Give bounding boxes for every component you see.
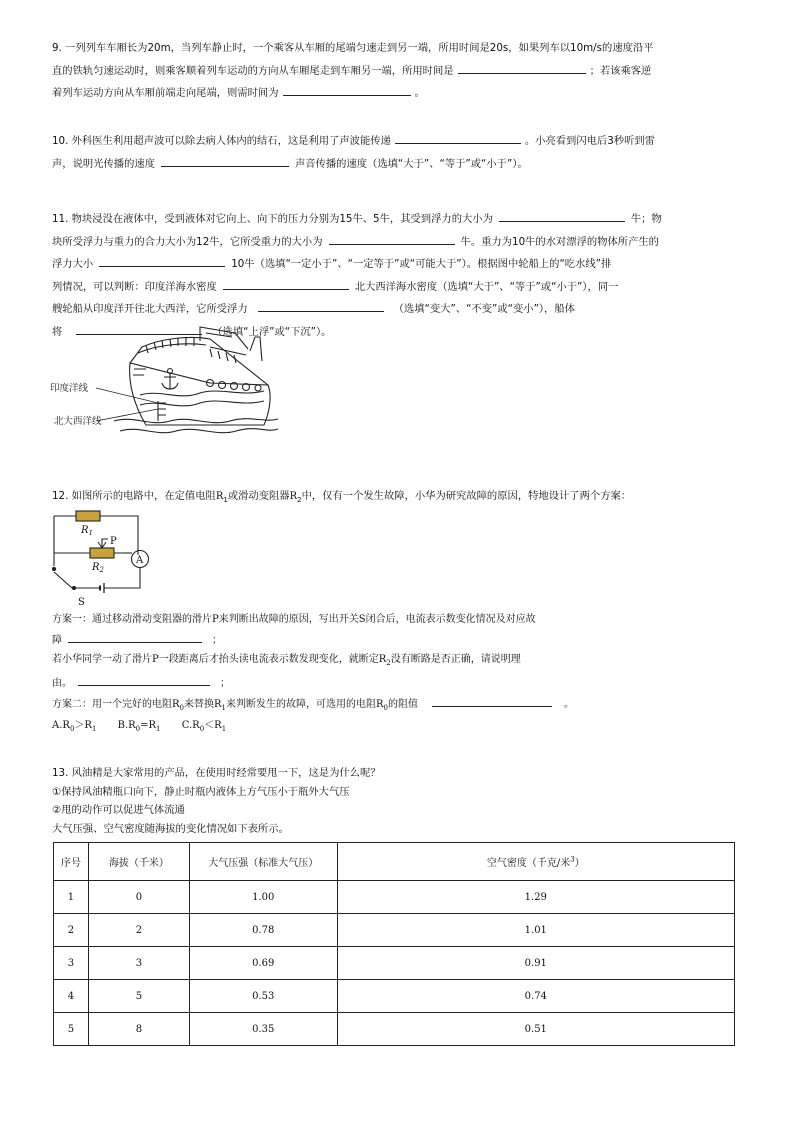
q10-blank-1[interactable]	[395, 130, 521, 144]
q11-line-5	[52, 298, 752, 321]
table-row	[54, 980, 735, 1013]
plan2-blank[interactable]	[432, 693, 552, 707]
option-b-text: B.R	[117, 720, 136, 732]
table-cell: 2	[54, 914, 89, 947]
judge-sub: 2	[386, 658, 391, 667]
question-10	[52, 130, 752, 175]
plan2-text: 方案二：用一个完好的电阻R	[52, 699, 180, 711]
q12-text: 或滑动变阻器	[227, 490, 290, 502]
table-cell: 0.53	[189, 980, 337, 1013]
label-switch: S	[78, 597, 85, 608]
option-c-sub: 1	[221, 725, 227, 734]
q11-text: 块所受浮力与重力的合力大小为12牛，它所受重力的大小为	[52, 235, 323, 248]
q10-text: 。小亮看到闪电后3秒听到雷	[524, 135, 655, 147]
option-c-text: C.R	[181, 720, 200, 732]
q10-line-1	[52, 130, 752, 153]
judge-line-1	[52, 651, 752, 672]
q11-text: 艘轮船从印度洋开往北大西洋，它所受浮力	[52, 303, 248, 315]
q11-line-4	[52, 276, 752, 299]
table-cell: 0.91	[337, 947, 734, 980]
table-cell: 5	[88, 980, 189, 1013]
option-c-text: ＜R	[204, 720, 222, 732]
label-r1-letter: R	[81, 525, 89, 536]
table-cell: 0.78	[189, 914, 337, 947]
plan2-text: 来判断发生的故障，可选用的电阻R	[226, 699, 384, 711]
plan2-text: 来替换R	[184, 699, 222, 711]
question-9	[52, 37, 752, 105]
table-cell: 0.35	[189, 1013, 337, 1046]
option-b[interactable]	[117, 720, 161, 734]
circuit-diagram	[52, 506, 162, 608]
table-cell: 4	[54, 980, 89, 1013]
question-13	[52, 764, 752, 838]
q11-text: （选填“变大”、“不变”或“变小”），船体	[393, 303, 575, 315]
india-leader-line	[96, 388, 158, 403]
q9-line-3	[52, 82, 752, 105]
q10-blank-2[interactable]	[161, 153, 289, 167]
table-row	[54, 881, 735, 914]
q11-blank-5[interactable]	[258, 298, 384, 312]
table-cell: 1.00	[189, 881, 337, 914]
plan1-line-2	[52, 629, 752, 650]
q11-text: 11. 物块浸没在液体中，受到液体对它向上、向下的压力分别为15牛、5牛，其受到浮力的大小为	[52, 213, 493, 225]
r2-symbol: R	[289, 491, 298, 502]
q11-line-2	[52, 231, 752, 254]
plan1-blank[interactable]	[68, 629, 202, 643]
option-b-text: =R	[140, 720, 157, 732]
table-cell: 1.01	[337, 914, 734, 947]
table-row	[54, 1013, 735, 1046]
q10-line-2	[52, 153, 752, 176]
q9-line-1: 9. 一列列车车厢长为20m，当列车静止时，一个乘客从车厢的尾端匀速走到另一端，所用时间是20s，如果列车以10m/s的速度沿平	[52, 42, 654, 54]
option-b-sub: 0	[135, 725, 141, 734]
q9-text: 直的铁轨匀速运动时，则乘客顺着列车运动的方向从车厢尾走到车厢另一端，所用时间是	[52, 64, 454, 77]
q9-text: 着列车运动方向从车厢前端走向尾端，则需时间为	[52, 87, 279, 99]
table-header: 海拔（千米）	[88, 843, 189, 881]
altitude-table	[53, 842, 735, 1046]
table-cell: 8	[88, 1013, 189, 1046]
table-cell: 1.29	[337, 881, 734, 914]
plan2-sub: 0	[383, 704, 388, 713]
r2-subscript: 2	[297, 496, 302, 505]
q11-text: 牛；物	[630, 213, 662, 225]
label-r1	[80, 525, 93, 537]
q13-line-1: 13. 风油精是大家常用的产品，在使用时经常要甩一下，这是为什么呢？	[52, 767, 381, 779]
switch-contact	[72, 586, 75, 589]
table-cell: 0.74	[337, 980, 734, 1013]
q11-text: 将	[52, 325, 63, 338]
q12-text: 12. 如图所示的电路中，在定值电阻	[52, 490, 216, 502]
plan1-text: 障	[52, 635, 62, 647]
table-cell: 2	[88, 914, 189, 947]
option-c[interactable]	[181, 720, 227, 734]
judge-blank[interactable]	[78, 672, 210, 686]
q11-text: 北大西洋海水密度（选填“大于”、“等于”或“小于”），同一	[354, 280, 619, 293]
switch-pivot	[52, 567, 55, 570]
q9-line-2	[52, 60, 752, 83]
option-a-sub: 1	[91, 725, 97, 734]
label-india-line: 印度洋线	[50, 383, 89, 394]
q13-line-4: 大气压强、空气密度随海拔的变化情况如下表所示。	[52, 822, 289, 835]
table-row	[54, 914, 735, 947]
q11-blank-1[interactable]	[499, 208, 625, 222]
table-header: 序号	[54, 843, 89, 881]
table-cell: 0	[88, 881, 189, 914]
r1-subscript: 1	[223, 496, 228, 505]
plan1-line-1: 方案一：通过移动滑动变阻器的滑片P来判断出故障的原因，写出开关S闭合后，电流表示数变化情况及对应故	[52, 614, 536, 625]
table-cell: 0.69	[189, 947, 337, 980]
q13-line-2: ①保持风油精瓶口向下，静止时瓶内液体上方气压小于瓶外大气压	[52, 785, 350, 798]
plan2-sub: 1	[221, 704, 226, 713]
option-a-text: ＞R	[74, 720, 92, 732]
option-c-sub: 0	[199, 725, 205, 734]
table-cell: 3	[88, 947, 189, 980]
judge-text: ；	[220, 677, 230, 689]
q10-text: 声音传播的速度（选填“大于”、“等于”或“小于”）。	[294, 157, 528, 170]
q11-text: 牛。重力为10牛的水对漂浮的物体所产生的	[460, 235, 659, 248]
label-r2	[91, 562, 105, 574]
plan2-text: 的阻值	[388, 699, 418, 711]
judge-text: 没有断路是否正确，请说明理	[390, 653, 521, 665]
table-cell: 3	[54, 947, 89, 980]
q9-text: ；若该乘客逆	[589, 64, 652, 77]
option-a-text: A.R	[52, 720, 70, 732]
q12-text: 中，仅有一个发生故障，小华为研究故障的原因，特地设计了两个方案：	[301, 490, 632, 502]
label-r2-sub: 2	[99, 566, 104, 574]
table-header: 大气压强（标准大气压）	[189, 843, 337, 881]
option-a-sub: 0	[69, 725, 75, 734]
label-atlantic-line: 北大西洋线	[54, 416, 102, 427]
label-r2-letter: R	[92, 562, 100, 573]
q9-blank-1[interactable]	[458, 60, 586, 74]
header-density-close: ）	[574, 858, 585, 869]
question-12-plans	[52, 611, 752, 739]
q10-text: 10. 外科医生利用超声波可以除去病人体内的结石，这是利用了声波能传递	[52, 135, 391, 147]
table-header	[337, 843, 734, 881]
judge-line-2	[52, 672, 752, 693]
ship-figure	[50, 325, 280, 445]
q10-text: 声，说明光传播的速度	[52, 157, 155, 170]
header-density-text: 空气密度（千克/米	[486, 858, 571, 869]
label-r1-sub: 1	[88, 529, 93, 537]
q11-line-3	[52, 253, 752, 276]
q13-line-3: ②甩的动作可以促进气体流通	[52, 804, 185, 816]
q11-text: 列情况，可以判断：印度洋海水密度	[52, 280, 217, 293]
rheostat-r2	[90, 548, 114, 558]
r1-symbol: R	[215, 491, 224, 502]
table-cell: 0.51	[337, 1013, 734, 1046]
judge-text: 由。	[52, 677, 72, 689]
plan1-text: ；	[212, 635, 222, 647]
q11-blank-3[interactable]	[99, 253, 225, 267]
question-11	[52, 208, 752, 343]
header-density-sup: 3	[570, 855, 575, 864]
resistor-r1	[76, 511, 100, 521]
q11-line-1	[52, 208, 752, 231]
q9-blank-2[interactable]	[283, 82, 411, 96]
option-b-sub: 1	[156, 725, 161, 734]
q11-text: 10牛（选填“一定小于”、“一定等于”或“可能大于”）。根据图中轮船上的“吃水线”排	[231, 258, 612, 270]
q11-blank-4[interactable]	[223, 276, 349, 290]
table-header-row	[54, 843, 735, 881]
q11-blank-2[interactable]	[329, 231, 455, 245]
plan2-text: 。	[564, 699, 574, 711]
label-p: P	[110, 536, 117, 547]
q11-text: 浮力大小	[52, 258, 94, 270]
q11-text: （选填“上浮”或“下沉”）。	[212, 325, 332, 338]
judge-text: 若小华同学一动了滑片P一段距离后才抬头读电流表示数发现变化，就断定R	[52, 653, 387, 665]
label-ammeter: A	[136, 555, 144, 566]
table-row	[54, 947, 735, 980]
table-cell: 5	[54, 1013, 89, 1046]
table-cell: 1	[54, 881, 89, 914]
plan2-line	[52, 693, 752, 717]
plan2-sub: 0	[179, 704, 184, 713]
option-a[interactable]	[52, 720, 97, 734]
plan2-options	[52, 717, 752, 738]
q9-text: 。	[414, 87, 425, 99]
